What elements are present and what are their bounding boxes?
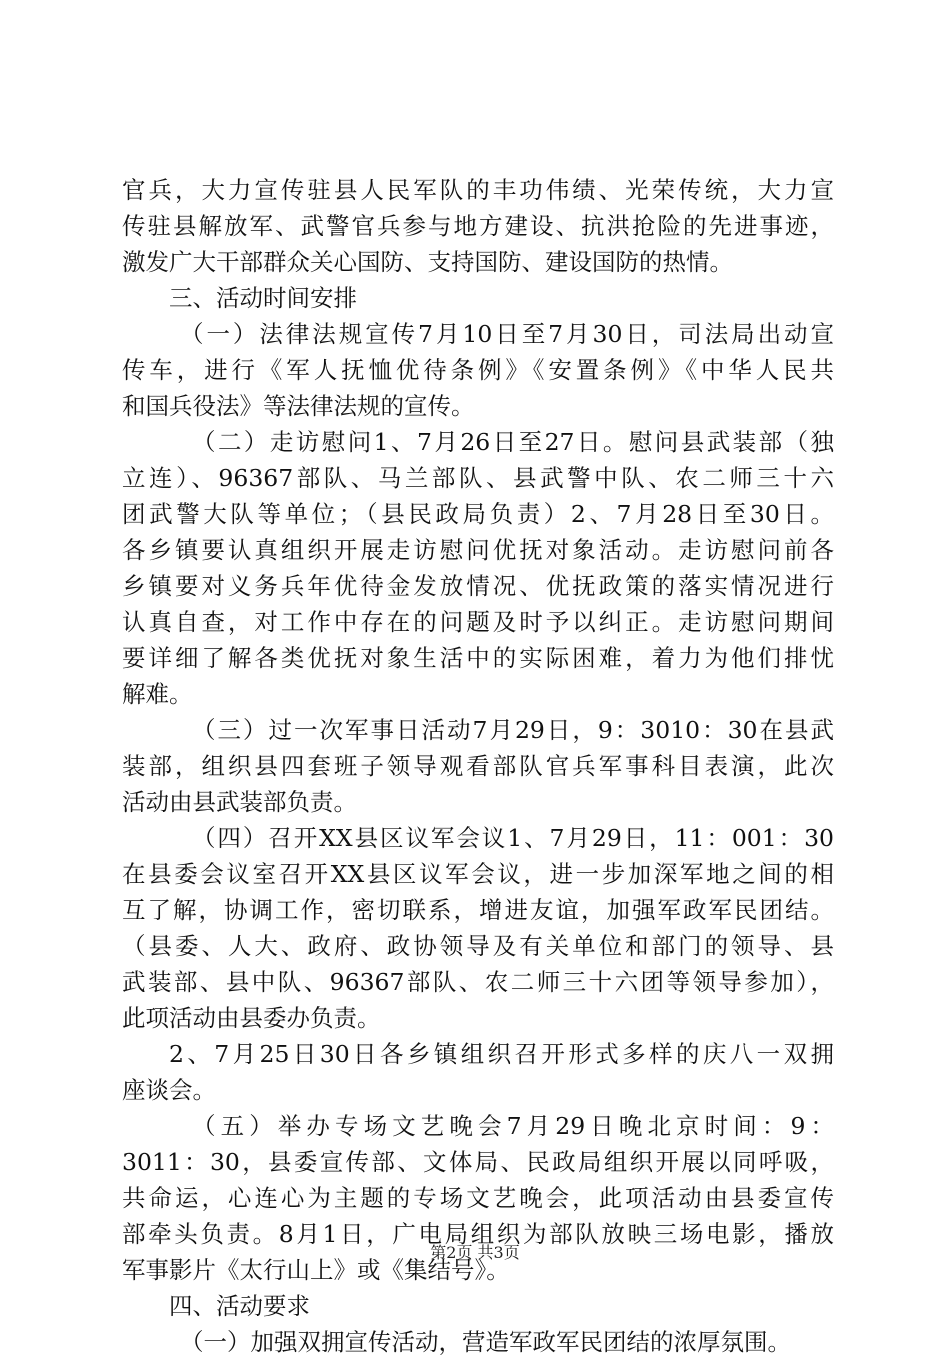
text-line: （一）法律法规宣传7月10日至7月30日，司法局出动宣 [180, 320, 834, 348]
text-line: （县委、人大、政府、政协领导及有关单位和部门的领导、县 [122, 932, 834, 960]
text-line: 互了解，协调工作，密切联系，增进友谊，加强军政军民团结。 [122, 896, 834, 924]
text-line: 和国兵役法》等法律法规的宣传。 [122, 392, 475, 420]
text-line: （三）过一次军事日活动7月29日，9：3010：30在县武 [192, 716, 834, 744]
text-line: 各乡镇要认真组织开展走访慰问优抚对象活动。走访慰问前各 [122, 536, 834, 564]
text-line: 激发广大干部群众关心国防、支持国防、建设国防的热情。 [122, 248, 733, 276]
text-line: 共命运，心连心为主题的专场文艺晚会，此项活动由县委宣传 [122, 1184, 834, 1212]
text-line: 活动由县武装部负责。 [122, 788, 357, 816]
text-line: 要详细了解各类优抚对象生活中的实际困难，着力为他们排忧 [122, 644, 834, 672]
text-line: 座谈会。 [122, 1076, 216, 1104]
text-line: 在县委会议室召开XX县区议军会议，进一步加深军地之间的相 [122, 860, 834, 888]
text-line: 部牵头负责。8月1日，广电局组织为部队放映三场电影，播放 [122, 1220, 834, 1248]
text-line: 解难。 [122, 680, 193, 708]
text-line: （二）走访慰问1、7月26日至27日。慰问县武装部（独 [192, 428, 834, 456]
text-line: 武装部、县中队、96367部队、农二师三十六团等领导参加）， [122, 968, 834, 996]
text-line: 此项活动由县委办负责。 [122, 1004, 381, 1032]
text-line: （四）召开XX县区议军会议1、7月29日，11：001：30 [192, 824, 834, 852]
text-line: 官兵，大力宣传驻县人民军队的丰功伟绩、光荣传统，大力宣 [122, 176, 834, 204]
text-line: 装部，组织县四套班子领导观看部队官兵军事科目表演，此次 [122, 752, 834, 780]
text-line: 3011：30，县委宣传部、文体局、民政局组织开展以同呼吸， [122, 1148, 834, 1176]
section-heading: 四、活动要求 [169, 1292, 310, 1320]
text-line: 乡镇要对义务兵年优待金发放情况、优抚政策的落实情况进行 [122, 572, 834, 600]
document-body [122, 172, 834, 1360]
text-line: 传车，进行《军人抚恤优待条例》《安置条例》《中华人民共 [122, 356, 834, 384]
text-line: 立连）、96367部队、马兰部队、县武警中队、农二师三十六 [122, 464, 834, 492]
text-line: （一）加强双拥宣传活动，营造军政军民团结的浓厚氛围。 [180, 1328, 791, 1356]
text-line: 传驻县解放军、武警官兵参与地方建设、抗洪抢险的先进事迹， [122, 212, 834, 240]
page-footer: 第2页 共3页 [430, 1243, 520, 1262]
text-line: 团武警大队等单位；（县民政局负责）2、7月28日至30日。 [122, 500, 834, 528]
section-heading: 三、活动时间安排 [169, 284, 357, 312]
text-line: 认真自查，对工作中存在的问题及时予以纠正。走访慰问期间 [122, 608, 834, 636]
text-line: （五）举办专场文艺晚会7月29日晚北京时间：9： [192, 1112, 834, 1140]
text-line: 军事影片《太行山上》或《集结号》。 [122, 1256, 510, 1284]
text-line: 2、7月25日30日各乡镇组织召开形式多样的庆八一双拥 [169, 1040, 834, 1068]
